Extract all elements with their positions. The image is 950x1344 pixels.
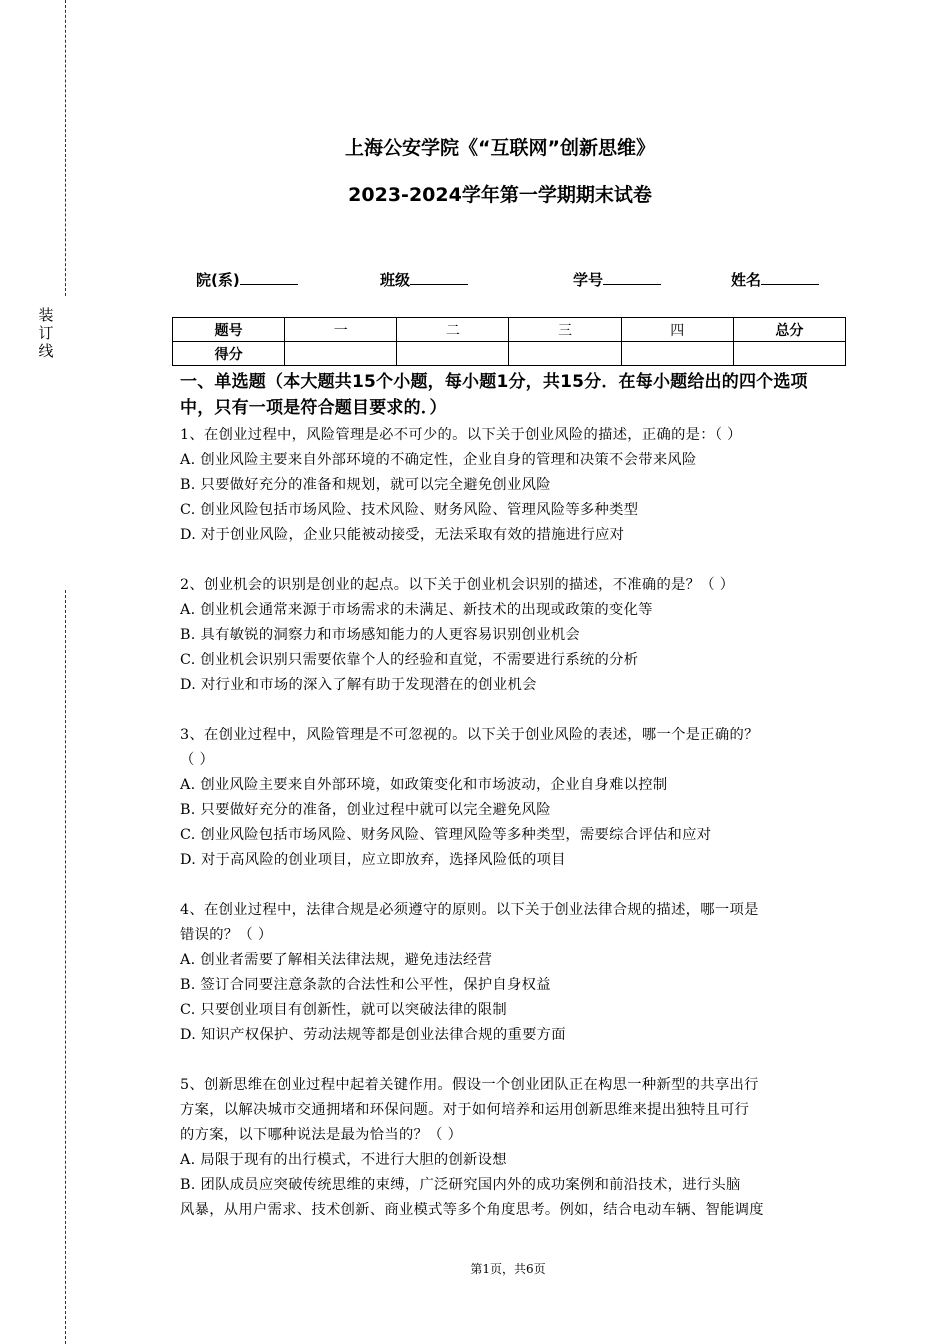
question-option: A. 创业风险主要来自外部环境，如政策变化和市场波动，企业自身难以控制: [180, 777, 668, 793]
question-option: D. 对于创业风险，企业只能被动接受，无法采取有效的措施进行应对: [180, 527, 625, 543]
question-option: A. 创业风险主要来自外部环境的不确定性，企业自身的管理和决策不会带来风险: [180, 452, 697, 468]
department-label: 院(系): [196, 271, 240, 289]
question-stem: 3、在创业过程中，风险管理是不可忽视的。以下关于创业风险的表述，哪一个是正确的？: [180, 727, 759, 743]
question-stem: 错误的？（ ）: [180, 927, 273, 943]
binding-line-bottom: [65, 590, 66, 1344]
department-blank[interactable]: [240, 268, 298, 285]
question-option: D. 知识产权保护、劳动法规等都是创业法律合规的重要方面: [180, 1027, 566, 1043]
score-table-cell: 二: [397, 318, 509, 342]
class-blank[interactable]: [410, 268, 468, 285]
score-input-cell[interactable]: [397, 342, 509, 366]
question: [180, 898, 840, 1048]
question-stem: 4、在创业过程中，法律合规是必须遵守的原则。以下关于创业法律合规的描述，哪一项是: [180, 902, 759, 918]
question-stem: （ ）: [180, 752, 215, 768]
question-stem: 方案，以解决城市交通拥堵和环保问题。对于如何培养和运用创新思维来提出独特且可行: [180, 1102, 750, 1118]
score-table-header-row: [173, 318, 846, 342]
section-title: 一、单选题（本大题共15个小题，每小题1分，共15分．在每小题给出的四个选项中，只有一项是符合题目要求的．）: [180, 372, 808, 418]
score-input-cell[interactable]: [621, 342, 733, 366]
student-id-blank[interactable]: [603, 268, 661, 285]
question-option: B. 只要做好充分的准备，创业过程中就可以完全避免风险: [180, 802, 551, 818]
score-input-cell[interactable]: [285, 342, 397, 366]
question: [180, 423, 840, 548]
question-option: B. 只要做好充分的准备和规划，就可以完全避免创业风险: [180, 477, 551, 493]
score-table-cell: 四: [621, 318, 733, 342]
score-table-cell: 总分: [733, 318, 845, 342]
question-option: B. 具有敏锐的洞察力和市场感知能力的人更容易识别创业机会: [180, 627, 581, 643]
binding-label: 装订线: [38, 306, 54, 360]
question-option: B. 团队成员应突破传统思维的束缚，广泛研究国内外的成功案例和前沿技术，进行头脑: [180, 1177, 741, 1193]
exam-title: 上海公安学院《“互联网”创新思维》: [345, 137, 655, 159]
page-number: 第1页，共6页: [470, 1262, 546, 1276]
question-stem: 5、创新思维在创业过程中起着关键作用。假设一个创业团队正在构思一种新型的共享出行: [180, 1077, 759, 1093]
score-table-score-row: [173, 342, 846, 366]
question-option: C. 创业风险包括市场风险、财务风险、管理风险等多种类型，需要综合评估和应对: [180, 827, 712, 843]
class-field[interactable]: [380, 268, 468, 290]
question-stem: 2、创业机会的识别是创业的起点。以下关于创业机会识别的描述，不准确的是？（ ）: [180, 577, 735, 593]
question-option: D. 对行业和市场的深入了解有助于发现潜在的创业机会: [180, 677, 537, 693]
question: [180, 1073, 840, 1223]
score-input-cell[interactable]: [733, 342, 845, 366]
exam-content: [180, 369, 840, 1223]
question-option: D. 对于高风险的创业项目，应立即放弃，选择风险低的项目: [180, 852, 566, 868]
question-stem: 1、在创业过程中，风险管理是必不可少的。以下关于创业风险的描述，正确的是：（ ）: [180, 427, 742, 443]
score-table-cell: 一: [285, 318, 397, 342]
question-option: A. 局限于现有的出行模式，不进行大胆的创新设想: [180, 1152, 507, 1168]
name-field[interactable]: [731, 268, 819, 290]
score-input-cell[interactable]: [509, 342, 621, 366]
score-table-cell: 得分: [173, 342, 285, 366]
question: [180, 723, 840, 873]
student-id-field[interactable]: [573, 268, 661, 290]
question-option: C. 只要创业项目有创新性，就可以突破法律的限制: [180, 1002, 507, 1018]
question-option: B. 签订合同要注意条款的合法性和公平性，保护自身权益: [180, 977, 551, 993]
score-table-cell: 三: [509, 318, 621, 342]
question-option: 风暴，从用户需求、技术创新、商业模式等多个角度思考。例如，结合电动车辆、智能调度: [180, 1202, 764, 1218]
question-option: C. 创业机会识别只需要依靠个人的经验和直觉，不需要进行系统的分析: [180, 652, 639, 668]
student-info-row: [0, 268, 950, 292]
class-label: 班级: [380, 271, 411, 289]
question-stem: 的方案，以下哪种说法是最为恰当的？（ ）: [180, 1127, 463, 1143]
exam-subtitle: 2023-2024学年第一学期期末试卷: [348, 184, 652, 206]
student-id-label: 学号: [573, 271, 604, 289]
score-table-cell: 题号: [173, 318, 285, 342]
question-option: A. 创业机会通常来源于市场需求的未满足、新技术的出现或政策的变化等: [180, 602, 653, 618]
score-table: [172, 317, 846, 366]
name-label: 姓名: [731, 271, 762, 289]
department-field[interactable]: [196, 268, 298, 290]
question-option: C. 创业风险包括市场风险、技术风险、财务风险、管理风险等多种类型: [180, 502, 639, 518]
question: [180, 573, 840, 698]
question-option: A. 创业者需要了解相关法律法规，避免违法经营: [180, 952, 493, 968]
name-blank[interactable]: [761, 268, 819, 285]
